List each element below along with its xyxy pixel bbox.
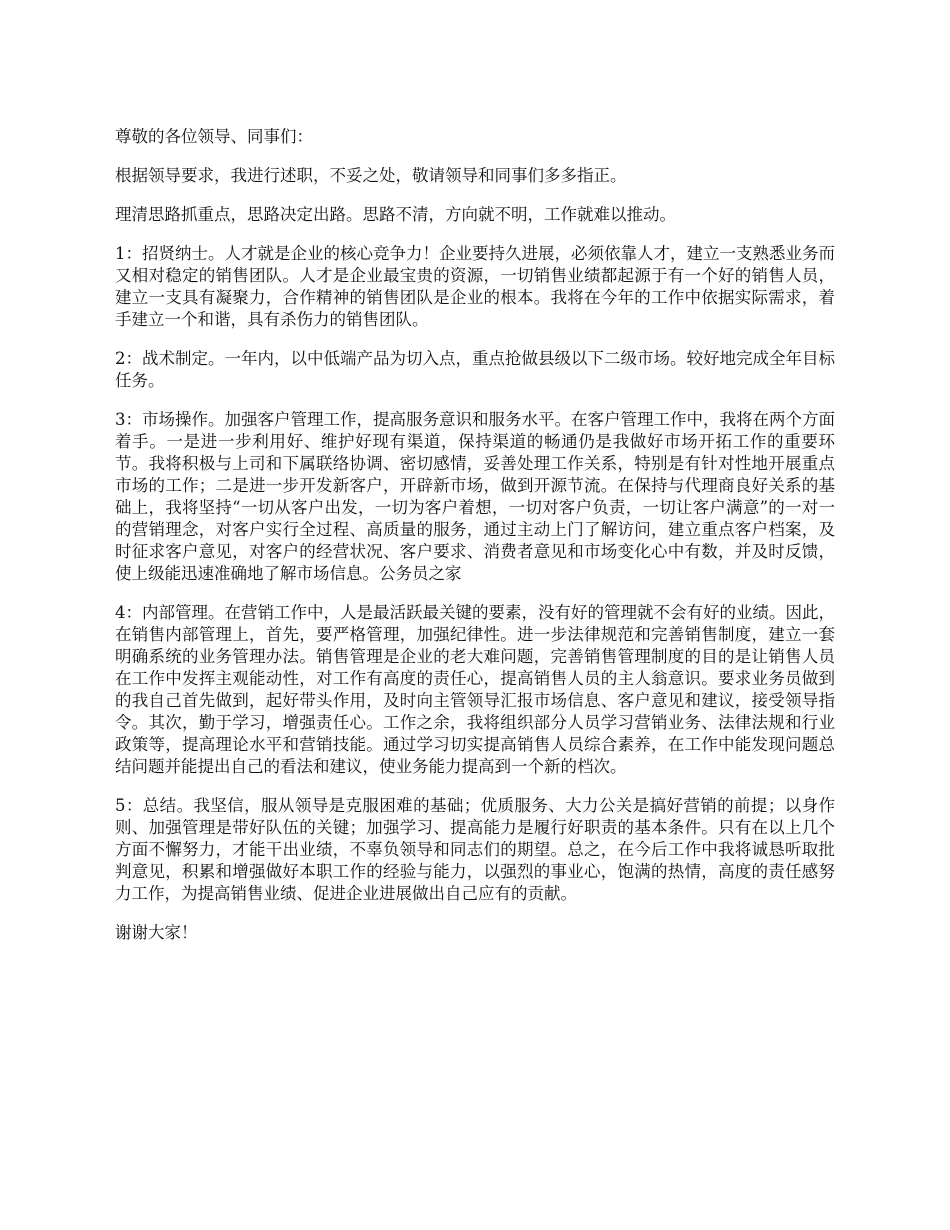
greeting: 尊敬的各位领导、同事们： xyxy=(115,127,313,146)
section-paragraph-4: 4：内部管理。在营销工作中，人是最活跃最关键的要素，没有好的管理就不会有好的业绩。因此，在销售内部管理上，首先，要严格管理，加强纪律性。进一步法律规范和完善销售制度，建立一套明确系统的业务管理办法。销售管理是企业的老大难问题，完善销售管理制度的目的是让销售人员在工作中发挥主观能动性，对工作有高度的责任心，提高销售人员的主人翁意识。要求业务员做到的我自己首先做到，起好带头作用，及时向主管领导汇报市场信息、客户意见和建议，接受领导指令。其次，勤于学习，增强责任心。工作之余，我将组织部分人员学习营销业务、法律法规和行业政策等，提高理论水平和营销技能。通过学习切实提高销售人员综合素养，在工作中能发现问题总结问题并能提出自己的看法和建议，使业务能力提高到一个新的档次。 xyxy=(115,603,835,776)
section-paragraph-1: 1：招贤纳士。人才就是企业的核心竞争力！企业要持久进展，必须依靠人才，建立一支熟悉业务而又相对稳定的销售团队。人才是企业最宝贵的资源，一切销售业绩都起源于有一个好的销售人员，建立一支具有凝聚力，合作精神的销售团队是企业的根本。我将在今年的工作中依据实际需求，着手建立一个和谐，具有杀伤力的销售团队。 xyxy=(115,244,835,329)
document-body xyxy=(115,126,835,961)
section-paragraph-3: 3：市场操作。加强客户管理工作，提高服务意识和服务水平。在客户管理工作中，我将在两个方面着手。一是进一步利用好、维护好现有渠道，保持渠道的畅通仍是我做好市场开拓工作的重要环节。我将积极与上司和下属联络协调、密切感情，妥善处理工作关系，特别是有针对性地开展重点市场的工作；二是进一步开发新客户，开辟新市场，做到开源节流。在保持与代理商良好关系的基础上，我将坚持“一切从客户出发，一切为客户着想，一切对客户负责，一切让客户满意”的一对一的营销理念，对客户实行全过程、高质量的服务，通过主动上门了解访问，建立重点客户档案，及时征求客户意见，对客户的经营状况、客户要求、消费者意见和市场变化心中有数，并及时反馈，使上级能迅速准确地了解市场信息。公务员之家 xyxy=(115,410,835,583)
closing: 谢谢大家！ xyxy=(115,923,198,942)
section-paragraph-5: 5：总结。我坚信，服从领导是克服困难的基础；优质服务、大力公关是搞好营销的前提；以身作则、加强管理是带好队伍的关键；加强学习、提高能力是履行好职责的基本条件。只有在以上几个方面不懈努力，才能干出业绩，不辜负领导和同志们的期望。总之，在今后工作中我将诚恳听取批判意见，积累和增强做好本职工作的经验与能力，以强烈的事业心，饱满的热情，高度的责任感努力工作，为提高销售业绩、促进企业进展做出自己应有的贡献。 xyxy=(115,796,835,903)
intro-paragraph: 根据领导要求，我进行述职，不妥之处，敬请领导和同事们多多指正。 xyxy=(115,166,627,185)
thesis-paragraph: 理清思路抓重点，思路决定出路。思路不清，方向就不明，工作就难以推动。 xyxy=(115,205,676,224)
section-paragraph-2: 2：战术制定。一年内，以中低端产品为切入点，重点抢做县级以下二级市场。较好地完成全年目标任务。 xyxy=(115,349,835,390)
